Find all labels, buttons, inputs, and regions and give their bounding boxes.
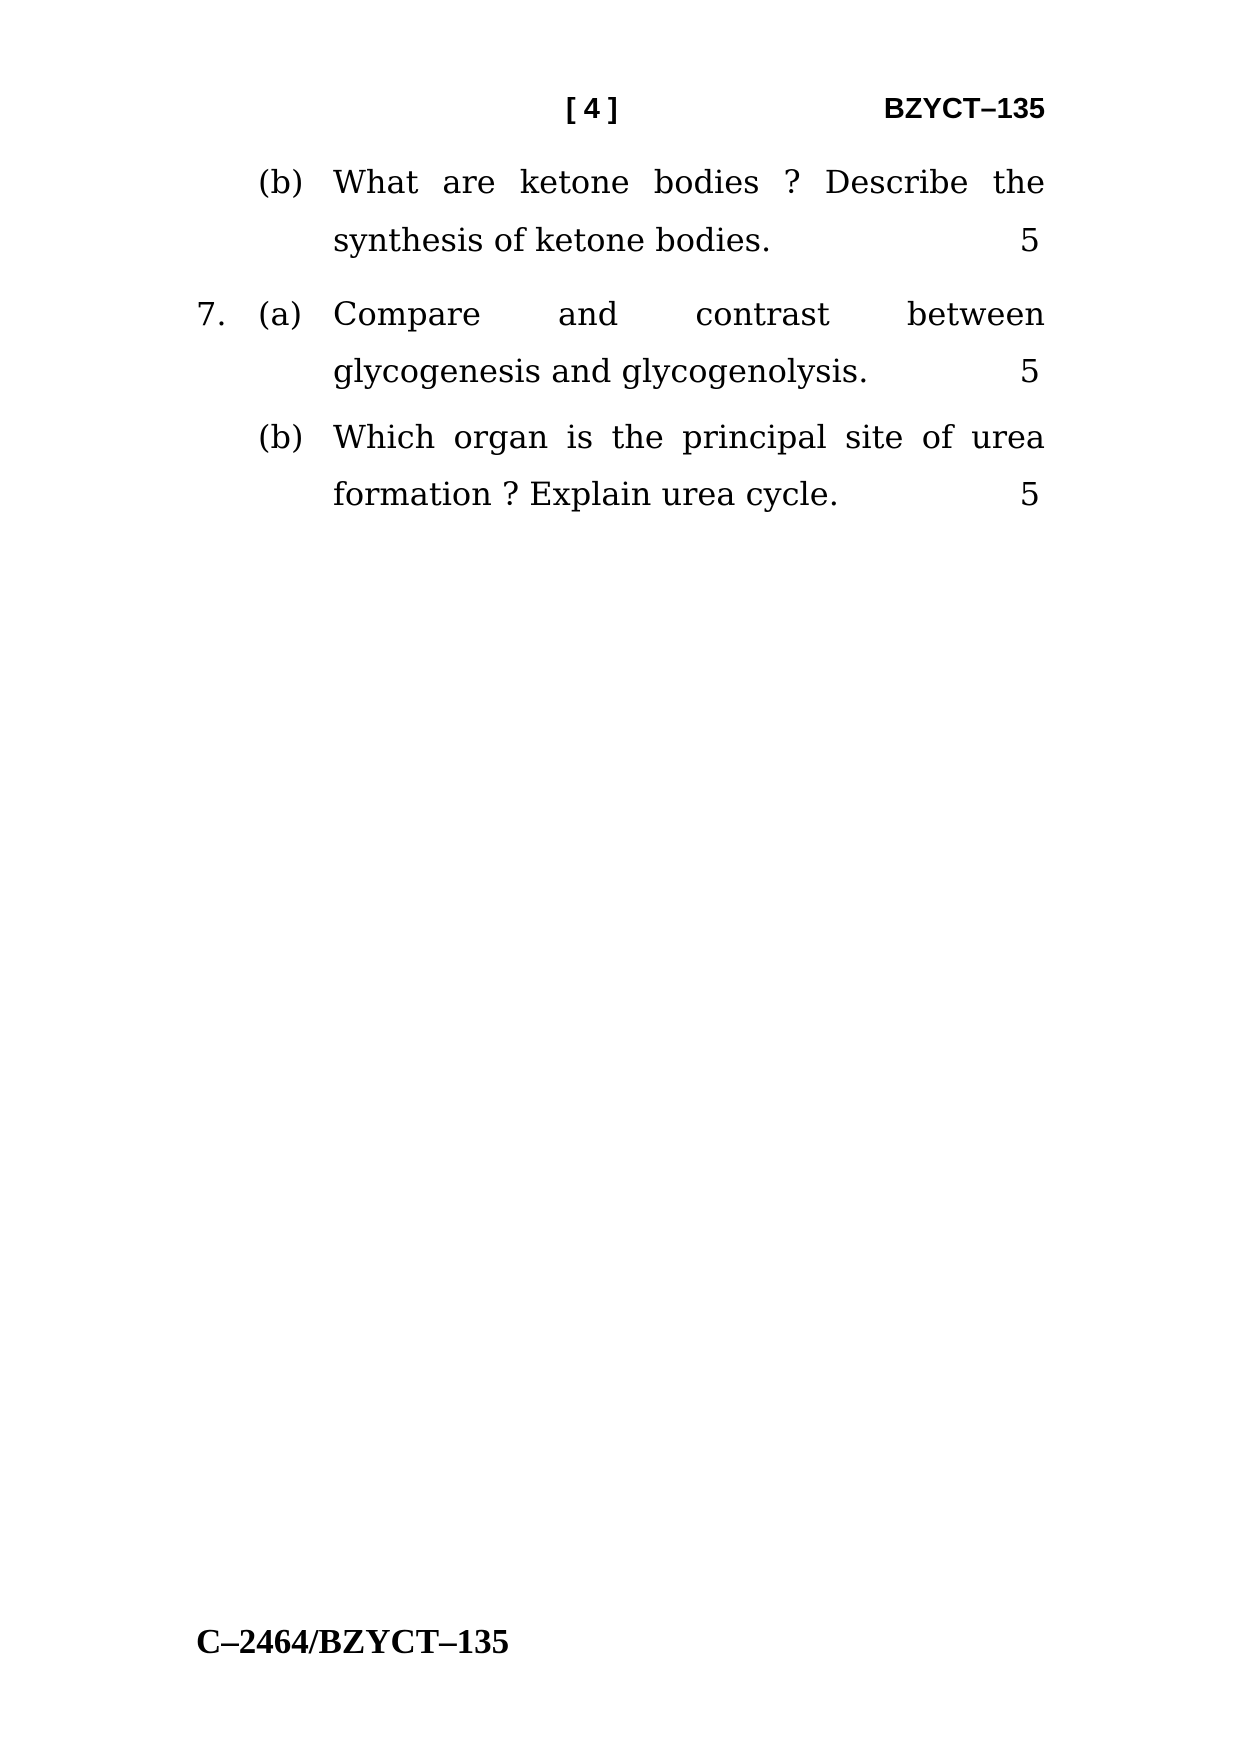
question-text-line: Compare and contrast between — [333, 295, 1045, 333]
footer-paper-code: C–2464/BZYCT–135 — [196, 1622, 510, 1661]
paper-code-header: BZYCT–135 — [883, 93, 1045, 125]
part-label: (b) — [258, 163, 304, 201]
marks: 5 — [1019, 352, 1040, 390]
part-label: (a) — [258, 295, 303, 333]
marks: 5 — [1019, 221, 1040, 259]
marks: 5 — [1019, 475, 1040, 513]
question-text-line: Which organ is the principal site of urea — [333, 418, 1045, 456]
question-number: 7. — [196, 295, 227, 333]
part-label: (b) — [258, 418, 304, 456]
question-text-line: What are ketone bodies ? Describe the — [333, 163, 1045, 201]
page-number: [ 4 ] — [566, 93, 618, 125]
question-text-line: formation ? Explain urea cycle. — [333, 475, 839, 513]
question-text-line: synthesis of ketone bodies. — [333, 221, 772, 259]
question-text-line: glycogenesis and glycogenolysis. — [333, 352, 869, 390]
